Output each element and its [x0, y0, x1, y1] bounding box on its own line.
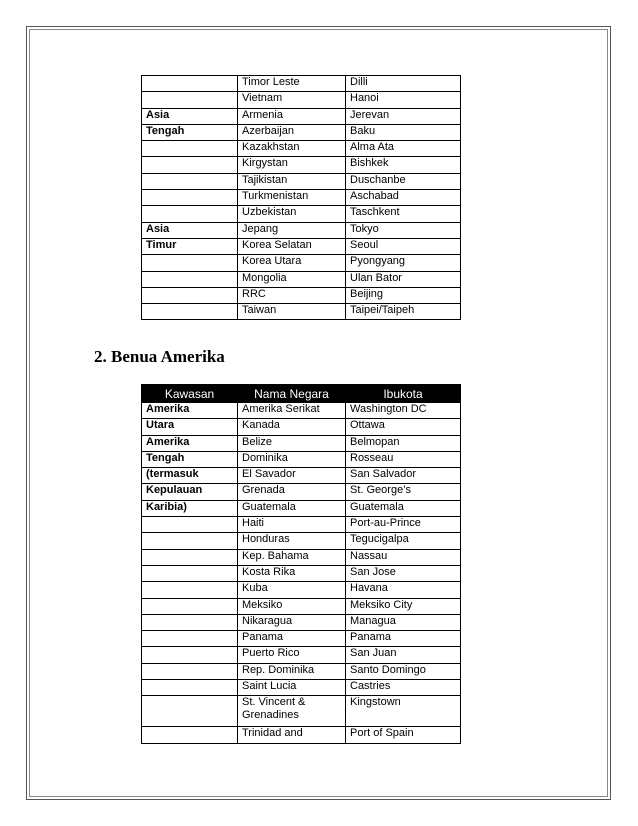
country-cell: Jepang [238, 222, 346, 238]
capital-cell: Taschkent [346, 206, 461, 222]
capital-cell: Duschanbe [346, 173, 461, 189]
header-ibukota: Ibukota [346, 385, 461, 403]
region-cell: Asia [142, 108, 238, 124]
capital-cell: Nassau [346, 549, 461, 565]
capital-cell: Aschabad [346, 190, 461, 206]
region-cell: Amerika [142, 435, 238, 451]
table-row [142, 238, 461, 254]
capital-cell: Santo Domingo [346, 663, 461, 679]
country-cell: Amerika Serikat [238, 403, 346, 419]
country-cell: Kosta Rika [238, 565, 346, 581]
country-cell: St. Vincent & Grenadines [238, 696, 346, 727]
table-row [142, 304, 461, 320]
capital-cell: San Jose [346, 565, 461, 581]
table-row [142, 647, 461, 663]
table-row [142, 141, 461, 157]
capital-cell: Port of Spain [346, 727, 461, 743]
country-cell: Turkmenistan [238, 190, 346, 206]
table-row [142, 157, 461, 173]
region-cell [142, 647, 238, 663]
capital-cell: Tegucigalpa [346, 533, 461, 549]
capital-cell: Managua [346, 614, 461, 630]
region-cell [142, 141, 238, 157]
header-nama-negara: Nama Negara [238, 385, 346, 403]
country-cell: Kirgystan [238, 157, 346, 173]
america-countries-table [141, 384, 461, 744]
region-cell [142, 533, 238, 549]
country-cell: Kep. Bahama [238, 549, 346, 565]
capital-cell: Havana [346, 582, 461, 598]
table-row [142, 419, 461, 435]
country-cell: Kazakhstan [238, 141, 346, 157]
region-cell [142, 549, 238, 565]
region-cell [142, 582, 238, 598]
table-row [142, 696, 461, 727]
country-cell: Vietnam [238, 92, 346, 108]
region-cell [142, 76, 238, 92]
table-row [142, 403, 461, 419]
capital-cell: San Juan [346, 647, 461, 663]
capital-cell: Dilli [346, 76, 461, 92]
country-cell: Belize [238, 435, 346, 451]
country-cell: Haiti [238, 517, 346, 533]
table-row [142, 549, 461, 565]
region-cell [142, 631, 238, 647]
capital-cell: Bishkek [346, 157, 461, 173]
region-cell [142, 614, 238, 630]
region-cell [142, 680, 238, 696]
capital-cell: Guatemala [346, 500, 461, 516]
table-row [142, 727, 461, 743]
section-heading: 2. Benua Amerika [94, 347, 225, 366]
capital-cell: St. George’s [346, 484, 461, 500]
country-cell: Meksiko [238, 598, 346, 614]
region-cell [142, 663, 238, 679]
capital-cell: Pyongyang [346, 255, 461, 271]
table-row [142, 663, 461, 679]
country-cell: Nikaragua [238, 614, 346, 630]
table-row [142, 124, 461, 140]
country-cell: Mongolia [238, 271, 346, 287]
table-row [142, 451, 461, 467]
table-row [142, 484, 461, 500]
table-row [142, 582, 461, 598]
table-row [142, 631, 461, 647]
country-cell: Rep. Dominika [238, 663, 346, 679]
region-cell: Asia [142, 222, 238, 238]
table-row [142, 76, 461, 92]
country-cell: Taiwan [238, 304, 346, 320]
country-cell: El Savador [238, 468, 346, 484]
capital-cell: Meksiko City [346, 598, 461, 614]
region-cell: Tengah [142, 451, 238, 467]
country-cell: Panama [238, 631, 346, 647]
table-header-row [142, 385, 461, 403]
table-row [142, 190, 461, 206]
capital-cell: Panama [346, 631, 461, 647]
region-cell [142, 287, 238, 303]
country-cell: Uzbekistan [238, 206, 346, 222]
table-row [142, 500, 461, 516]
country-cell: Trinidad and [238, 727, 346, 743]
region-cell: Kepulauan [142, 484, 238, 500]
table-row [142, 92, 461, 108]
table-row [142, 287, 461, 303]
table-row [142, 565, 461, 581]
region-cell [142, 517, 238, 533]
country-cell: Saint Lucia [238, 680, 346, 696]
table-row [142, 614, 461, 630]
capital-cell: Kingstown [346, 696, 461, 727]
region-cell [142, 92, 238, 108]
region-cell: Karibia) [142, 500, 238, 516]
region-cell: Amerika [142, 403, 238, 419]
america-table-body [142, 403, 461, 744]
region-cell [142, 727, 238, 743]
country-cell: Grenada [238, 484, 346, 500]
country-cell: Honduras [238, 533, 346, 549]
capital-cell: Port-au-Prince [346, 517, 461, 533]
capital-cell: Alma Ata [346, 141, 461, 157]
region-cell [142, 190, 238, 206]
capital-cell: Beijing [346, 287, 461, 303]
region-cell: Timur [142, 238, 238, 254]
region-cell [142, 598, 238, 614]
table-row [142, 222, 461, 238]
capital-cell: Rosseau [346, 451, 461, 467]
region-cell [142, 304, 238, 320]
capital-cell: Tokyo [346, 222, 461, 238]
country-cell: Armenia [238, 108, 346, 124]
table-row [142, 206, 461, 222]
capital-cell: Hanoi [346, 92, 461, 108]
country-cell: Guatemala [238, 500, 346, 516]
country-cell: Tajikistan [238, 173, 346, 189]
region-cell: Utara [142, 419, 238, 435]
region-cell [142, 565, 238, 581]
region-cell [142, 206, 238, 222]
table-row [142, 517, 461, 533]
capital-cell: Baku [346, 124, 461, 140]
capital-cell: Belmopan [346, 435, 461, 451]
region-cell [142, 271, 238, 287]
table-row [142, 468, 461, 484]
country-cell: Azerbaijan [238, 124, 346, 140]
table-row [142, 435, 461, 451]
country-cell: Timor Leste [238, 76, 346, 92]
region-cell [142, 696, 238, 727]
country-cell: Puerto Rico [238, 647, 346, 663]
region-cell [142, 173, 238, 189]
capital-cell: Castries [346, 680, 461, 696]
country-cell: RRC [238, 287, 346, 303]
capital-cell: Ulan Bator [346, 271, 461, 287]
capital-cell: San Salvador [346, 468, 461, 484]
capital-cell: Washington DC [346, 403, 461, 419]
capital-cell: Taipei/Taipeh [346, 304, 461, 320]
country-cell: Korea Utara [238, 255, 346, 271]
capital-cell: Ottawa [346, 419, 461, 435]
region-cell [142, 255, 238, 271]
country-cell: Dominika [238, 451, 346, 467]
country-cell: Kuba [238, 582, 346, 598]
asia-countries-table [141, 75, 461, 320]
country-cell: Korea Selatan [238, 238, 346, 254]
region-cell: Tengah [142, 124, 238, 140]
header-kawasan: Kawasan [142, 385, 238, 403]
region-cell: (termasuk [142, 468, 238, 484]
table-row [142, 680, 461, 696]
capital-cell: Seoul [346, 238, 461, 254]
table-row [142, 108, 461, 124]
table-row [142, 598, 461, 614]
capital-cell: Jerevan [346, 108, 461, 124]
country-cell: Kanada [238, 419, 346, 435]
table-row [142, 271, 461, 287]
region-cell [142, 157, 238, 173]
table-row [142, 173, 461, 189]
asia-table-body [142, 76, 461, 320]
table-row [142, 533, 461, 549]
table-row [142, 255, 461, 271]
